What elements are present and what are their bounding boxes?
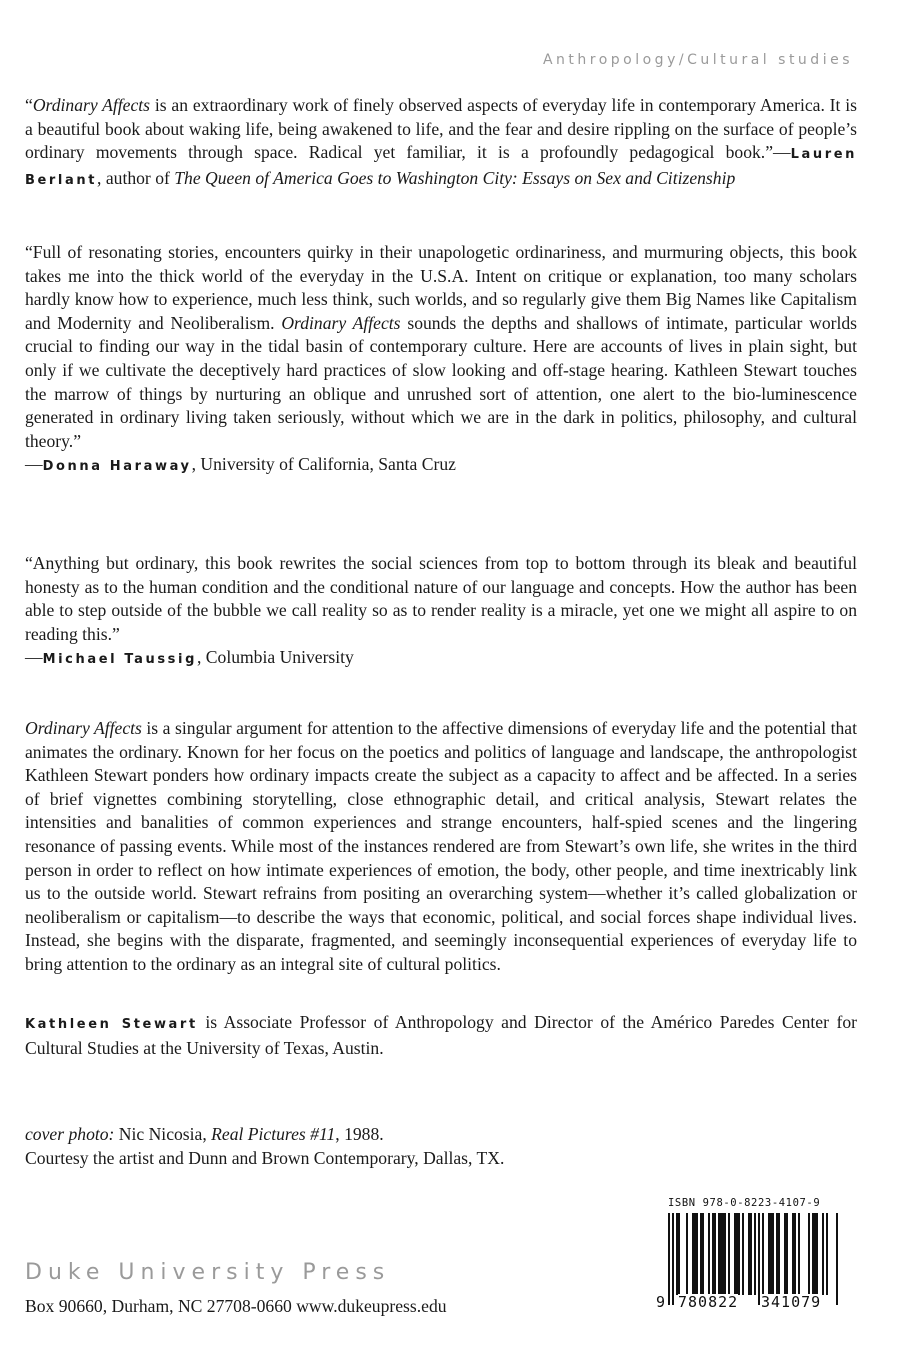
- barcode-digits-right: 341079: [761, 1293, 822, 1311]
- barcode-bar: [668, 1213, 670, 1305]
- barcode-bar: [792, 1213, 794, 1295]
- barcode-digit-first: 9: [656, 1293, 666, 1311]
- blurb-haraway: [25, 241, 857, 479]
- book-title: Ordinary Affects: [32, 95, 151, 115]
- barcode-bar: [728, 1213, 730, 1295]
- barcode-bar: [702, 1213, 704, 1295]
- credit-artist: Nic Nicosia,: [114, 1124, 212, 1144]
- barcode-bar: [694, 1213, 696, 1295]
- bio-text: is Associate Professor of Anthropology and Director of the Américo Paredes Center for Cultural Studies at the University of Texas, Austin.: [25, 1012, 858, 1058]
- author-affiliation: , author of: [97, 167, 175, 188]
- barcode-bar: [794, 1213, 796, 1295]
- quote-author: Lauren Berlant: [25, 147, 857, 188]
- cover-credit: [25, 1123, 665, 1170]
- quote-author: Michael Taussig: [42, 652, 197, 668]
- barcode-bar: [722, 1213, 724, 1295]
- barcode-bar: [676, 1213, 678, 1295]
- barcode-bar: [778, 1213, 780, 1295]
- barcode-bar: [836, 1213, 838, 1305]
- credit-label: cover photo:: [25, 1124, 115, 1144]
- barcode-bar: [692, 1213, 694, 1295]
- barcode-bar: [696, 1213, 698, 1295]
- barcode-bar: [738, 1213, 740, 1295]
- barcode-bar: [736, 1213, 738, 1295]
- blurb-berlant: [25, 94, 857, 192]
- barcode-bar: [742, 1213, 744, 1295]
- barcode-bar: [812, 1213, 814, 1295]
- barcode-bar: [822, 1213, 824, 1295]
- credit-year: , 1988.: [335, 1124, 384, 1144]
- quote-author: Donna Haraway: [42, 459, 192, 475]
- barcode-bar: [720, 1213, 722, 1295]
- book-description: [25, 717, 857, 977]
- barcode-bar: [714, 1213, 716, 1295]
- barcode-bar: [770, 1213, 772, 1295]
- quote-text: “Full of resonating stories, encounters quirky in their unapologetic ordinariness, and murmuring objects, this book takes me into the thick world of the everyday in the U.S.A. Intent on critique or explanation, too many scholars hardly know how to experience, much less think, such worlds, and so regularly give them Big Names like Capitalism and Modernity and Neoliberalism.: [25, 242, 857, 333]
- quote-text: sounds the depths and shallows of intimate, particular worlds crucial to finding our way in the tidal basin of contemporary culture. Here are accounts of lives in plain sight, but only if we cultivate the deceptively hard practices of slow looking and off-stage hearing. Kathleen Stewart touches the marrow of things by nurturing an oblique and unrushed sort of attention, one alert to the bio-luminescence generated in ordinary living taken seriously, without which we are in the dark in politics, philosophy, and cultural theory.”: [25, 312, 858, 451]
- barcode-bar: [808, 1213, 810, 1295]
- barcode-bar: [776, 1213, 778, 1295]
- barcode-bar: [724, 1213, 726, 1295]
- barcode-bar: [786, 1213, 788, 1295]
- barcode-bar: [750, 1213, 752, 1295]
- quote-dash: —: [25, 647, 43, 668]
- barcode-bar: [768, 1213, 770, 1295]
- barcode-bar: [772, 1213, 774, 1295]
- book-title: Ordinary Affects: [25, 718, 142, 738]
- barcode-bar: [784, 1213, 786, 1295]
- barcode-bar: [814, 1213, 816, 1295]
- quote-text: “Anything but ordinary, this book rewrites the social sciences from top to bottom through its bleak and beautiful honesty as to the human condition and the conditional nature of our language and concepts. How the author has been able to step outside of the bubble we call reality so as to render reality is a miracle, yet one we might all aspire to on reading this.”: [25, 553, 857, 644]
- barcode-bar: [754, 1213, 756, 1295]
- barcode-bar: [700, 1213, 702, 1295]
- barcode-bar: [718, 1213, 720, 1295]
- author-work-title: The Queen of America Goes to Washington City: Essays on Sex and Citizenship: [174, 167, 736, 188]
- barcode-bar: [712, 1213, 714, 1295]
- author-bio: [25, 1011, 857, 1060]
- barcode-bar: [826, 1213, 828, 1295]
- category-label: Anthropology/Cultural studies: [542, 52, 853, 68]
- book-title: Ordinary Affects: [281, 312, 401, 333]
- quote-text: is an extraordinary work of finely observed aspects of everyday life in contemporary America. It is a beautiful book about waking life, being awakened to life, and the fear and desire rippling on the surface of people’s ordinary movements through space. Radical yet familiar, it is a profoundly pedagogical book.”—: [25, 95, 857, 163]
- barcode-bar: [816, 1213, 818, 1295]
- isbn-number: ISBN 978-0-8223-4107-9: [668, 1197, 821, 1209]
- credit-work: Real Pictures #11: [211, 1124, 336, 1144]
- publisher-address: Box 90660, Durham, NC 27708-0660 www.dukeupress.edu: [25, 1296, 447, 1316]
- author-name: Kathleen Stewart: [25, 1017, 198, 1032]
- barcode-bar: [686, 1213, 688, 1295]
- barcode-bar: [748, 1213, 750, 1295]
- barcode-bar: [672, 1213, 674, 1305]
- barcode-bar: [734, 1213, 736, 1295]
- credit-courtesy: Courtesy the artist and Dunn and Brown Contemporary, Dallas, TX.: [25, 1147, 505, 1168]
- quote-dash: —: [25, 454, 43, 475]
- isbn-barcode: [656, 1197, 856, 1327]
- barcode-bar: [762, 1213, 764, 1305]
- barcode-bar: [708, 1213, 710, 1295]
- barcode-bar: [798, 1213, 800, 1295]
- author-affiliation: , Columbia University: [196, 647, 354, 668]
- quote-open: “: [25, 95, 33, 115]
- publisher-name: Duke University Press: [25, 1260, 391, 1285]
- description-text: is a singular argument for attention to the affective dimensions of everyday life and the potential that animates the ordinary. Known for her focus on the poetics and politics of language and landscape, the anthropologist Kathleen Stewart ponders how ordinary impacts create the subject as a capacity to affect and be affected. In a series of brief vignettes combining storytelling, close ethnographic detail, and critical analysis, Stewart relates the intensities and banalities of common experiences and strange encounters, half-spied scenes and the lingering resonance of passing events. While most of the instances rendered are from Stewart’s own life, she writes in the third person in order to reflect on how intimate experiences of emotion, the body, other people, and time inextricably link us to the outside world. Stewart refrains from positing an overarching system—whether it’s called globalization or neoliberalism or capitalism—to describe the ways that economic, political, and social forces shape individual lives. Instead, she begins with the disparate, fragmented, and seemingly inconsequential experiences of everyday life to bring attention to the ordinary as an integral site of cultural politics.: [25, 718, 857, 974]
- author-affiliation: , University of California, Santa Cruz: [191, 454, 456, 475]
- barcode-digits-left: 780822: [678, 1293, 739, 1311]
- blurb-taussig: [25, 552, 857, 672]
- barcode-bar: [678, 1213, 680, 1295]
- barcode-bar: [758, 1213, 760, 1305]
